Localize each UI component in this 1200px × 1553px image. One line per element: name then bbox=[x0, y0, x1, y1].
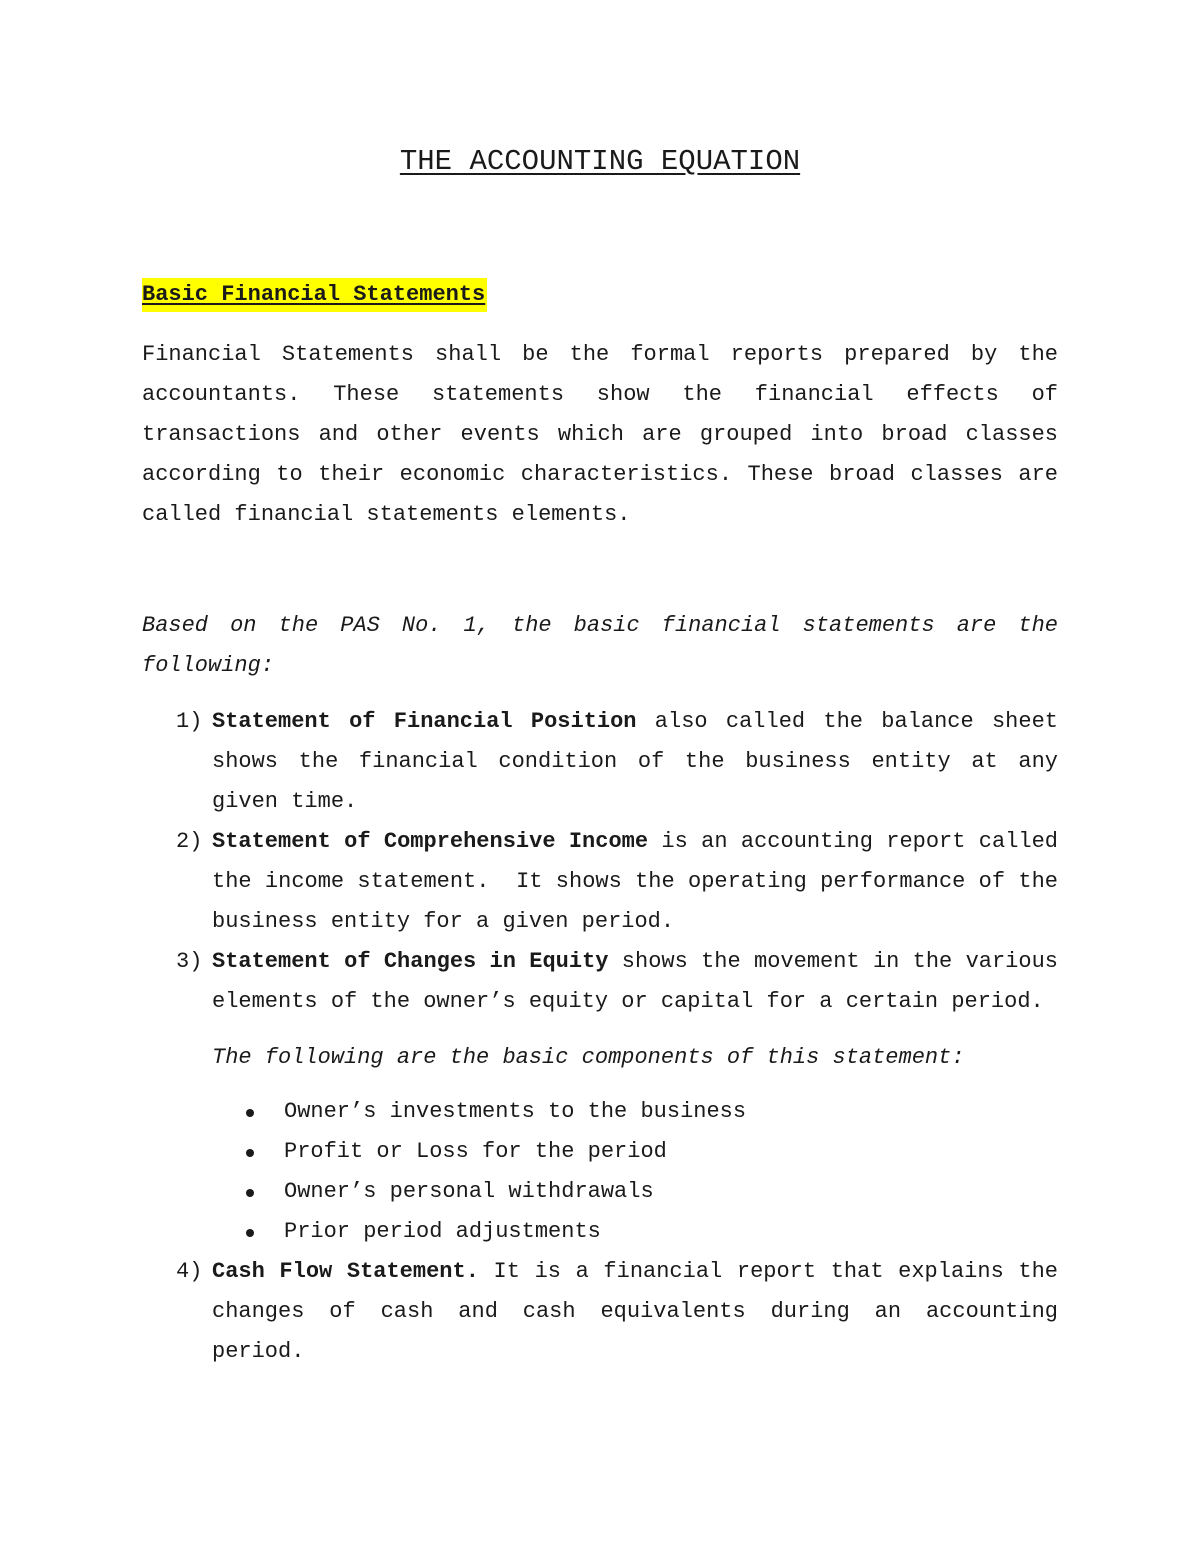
component-text: Prior period adjustments bbox=[284, 1219, 601, 1244]
list-item-statement-1 bbox=[142, 702, 1058, 822]
statement-description: shows the movement in the various elements of the owner’s equity or capital for a certain period. bbox=[212, 949, 1058, 1014]
list-number: 1) bbox=[176, 709, 203, 734]
list-item-statement-4 bbox=[142, 1252, 1058, 1372]
bullet-icon bbox=[246, 1189, 254, 1197]
list-item bbox=[212, 1172, 1058, 1212]
statement-name: Statement of Changes in Equity bbox=[212, 949, 609, 974]
document-title: THE ACCOUNTING EQUATION bbox=[399, 145, 801, 178]
components-intro: The following are the basic components of this statement: bbox=[212, 1045, 965, 1070]
component-text: Owner’s investments to the business bbox=[284, 1099, 747, 1124]
list-item-statement-3 bbox=[142, 942, 1058, 1252]
bullet-icon bbox=[246, 1109, 254, 1117]
list-item bbox=[212, 1092, 1058, 1132]
statement-name: Statement of Comprehensive Income bbox=[212, 829, 649, 854]
intro-paragraph: Financial Statements shall be the formal reports prepared by the accountants. These statements show the financial effects of transactions and other events which are grouped into broad classes according to their economic characteristics. These broad classes are called financial statements elements. bbox=[142, 342, 1058, 527]
list-item-statement-2 bbox=[142, 822, 1072, 942]
bullet-icon bbox=[246, 1149, 254, 1157]
section-heading-highlighted: Basic Financial Statements bbox=[142, 278, 487, 312]
statement-description: is an accounting report called the income statement. It shows the operating performance of the business entity for a given period. bbox=[212, 829, 1072, 934]
statement-name: Statement of Financial Position bbox=[212, 709, 637, 734]
list-number: 3) bbox=[176, 949, 203, 974]
based-on-paragraph: Based on the PAS No. 1, the basic financial statements are the following: bbox=[142, 613, 1058, 678]
financial-statements-list bbox=[142, 702, 1072, 1372]
list-item bbox=[212, 1132, 1058, 1172]
statement-description: It is a financial report that explains the changes of cash and cash equivalents during an accounting period. bbox=[212, 1259, 1058, 1364]
component-text: Owner’s personal withdrawals bbox=[284, 1179, 654, 1204]
statement-description: also called the balance sheet shows the financial condition of the business entity at any given time. bbox=[212, 709, 1058, 814]
statement-name: Cash Flow Statement. bbox=[212, 1259, 479, 1284]
list-number: 2) bbox=[176, 829, 203, 854]
component-text: Profit or Loss for the period bbox=[284, 1139, 667, 1164]
bullet-icon bbox=[246, 1229, 254, 1237]
list-number: 4) bbox=[176, 1259, 203, 1284]
list-item bbox=[212, 1212, 1058, 1252]
components-list bbox=[212, 1092, 1058, 1252]
